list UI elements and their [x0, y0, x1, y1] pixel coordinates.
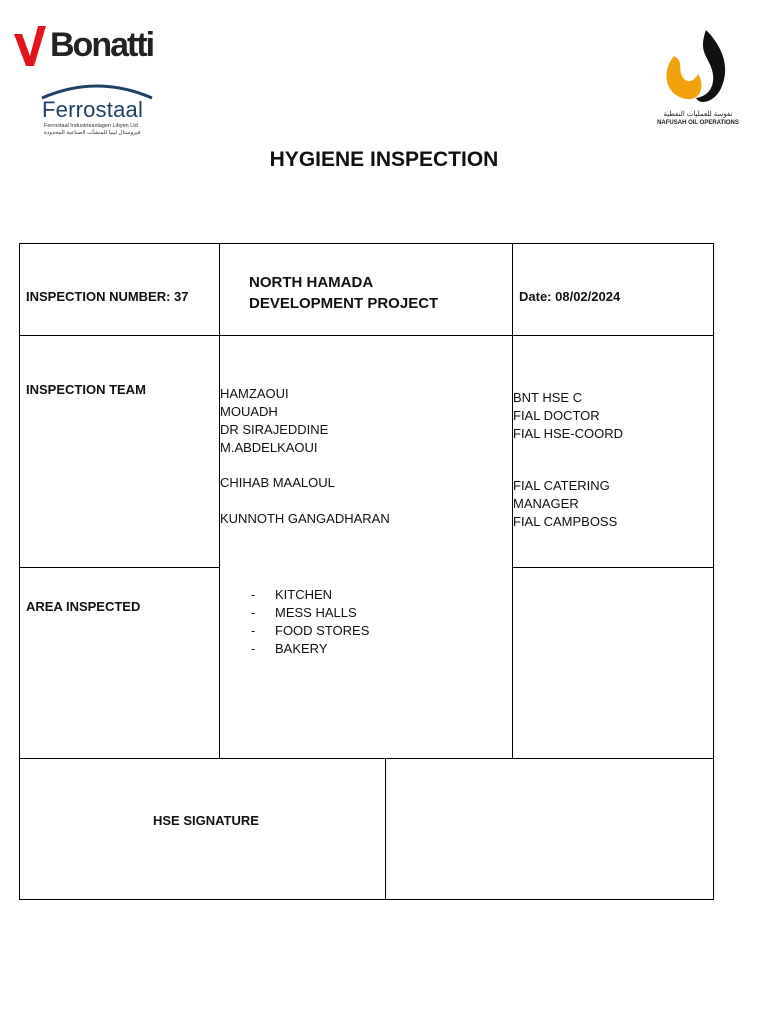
ferrostaal-arabic: فيروستال ليبيا للمنشآت الصناعية المحدودة	[44, 130, 141, 136]
table-border-right	[713, 243, 714, 900]
row-divider-2-left	[19, 567, 220, 568]
team-name: KUNNOTH GANGADHARAN	[220, 511, 390, 526]
project-line-1: NORTH HAMADA	[249, 274, 374, 291]
list-item: - FOOD STORES	[251, 623, 370, 638]
row-divider-1	[19, 335, 714, 336]
row-divider-2-right	[512, 567, 714, 568]
bonatti-logo	[14, 22, 164, 68]
inspection-date: Date: 08/02/2024	[519, 289, 621, 304]
area-label: AREA INSPECTED	[26, 599, 141, 614]
team-name: HAMZAOUI	[220, 386, 289, 401]
team-name-list	[220, 385, 328, 457]
nafusah-arabic: نفوسة للعمليات النفطية	[663, 111, 733, 118]
team-role: MANAGER	[513, 496, 579, 511]
list-item: - BAKERY	[251, 641, 328, 656]
nafusah-flame-icon	[660, 26, 734, 108]
list-item: - KITCHEN	[251, 587, 333, 602]
nafusah-logo	[648, 24, 748, 128]
ferrostaal-wordmark: Ferrostaal	[42, 97, 144, 122]
team-name: MOUADH	[220, 404, 278, 419]
team-role: FIAL CAMPBOSS	[513, 514, 618, 529]
ferrostaal-logo	[40, 80, 160, 136]
team-role-list-2	[513, 477, 617, 531]
team-role: FIAL HSE-COORD	[513, 426, 624, 441]
inspection-number: INSPECTION NUMBER: 37	[26, 289, 189, 304]
ferrostaal-subtitle: Ferrostaal Industrieanlagen Libyen Ltd	[44, 123, 138, 129]
signature-label: HSE SIGNATURE	[153, 813, 259, 828]
table-border-top	[19, 243, 714, 244]
table-border-bottom	[19, 899, 714, 900]
page-title: HYGIENE INSPECTION	[269, 148, 499, 171]
bonatti-wordmark: Bonatti	[50, 26, 154, 64]
area-list	[249, 586, 369, 658]
team-name: DR SIRAJEDDINE	[220, 422, 329, 437]
project-line-2: DEVELOPMENT PROJECT	[249, 295, 439, 312]
list-item: - MESS HALLS	[251, 605, 357, 620]
team-role: FIAL DOCTOR	[513, 408, 600, 423]
table-border-left	[19, 243, 20, 900]
team-role: FIAL CATERING	[513, 478, 610, 493]
team-name: M.ABDELKAOUI	[220, 440, 318, 455]
team-role-list	[513, 389, 623, 443]
project-name	[249, 272, 438, 314]
nafusah-wordmark: NAFUSAH OIL OPERATIONS	[657, 120, 739, 126]
column-divider-1	[219, 243, 220, 759]
team-label: INSPECTION TEAM	[26, 382, 146, 397]
signature-field[interactable]	[386, 759, 713, 899]
team-name: CHIHAB MAALOUL	[220, 475, 335, 490]
team-role: BNT HSE C	[513, 390, 583, 405]
bonatti-mark-icon	[14, 24, 48, 66]
